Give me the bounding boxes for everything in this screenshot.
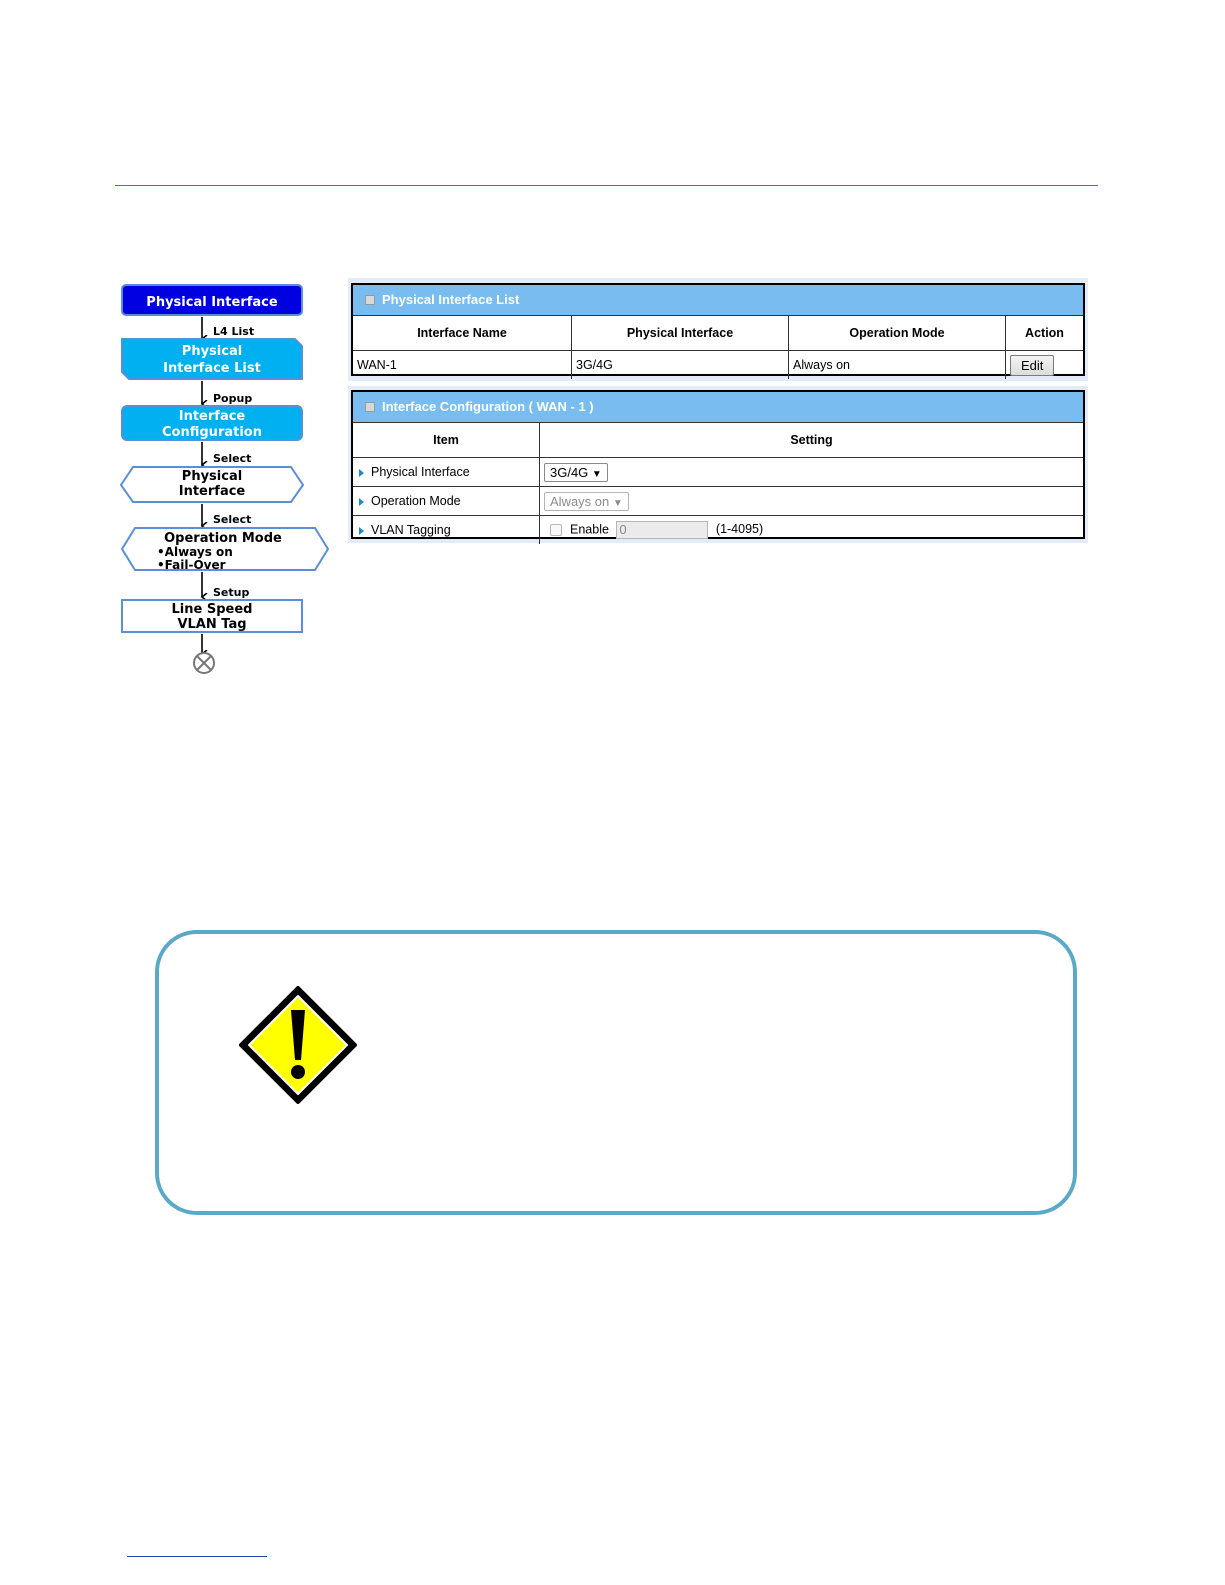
svg-text:Operation Mode: Operation Mode <box>164 531 282 546</box>
vlan-range-hint: (1-4095) <box>715 522 764 537</box>
setting-cell <box>540 487 1084 516</box>
table-header: Setting <box>540 423 1084 458</box>
item-label: Physical Interface <box>371 465 470 479</box>
table-header-row <box>353 316 1083 351</box>
action-cell <box>1006 351 1084 380</box>
item-label: VLAN Tagging <box>371 523 451 537</box>
physical-interface-cell: 3G/4G <box>572 351 789 380</box>
svg-text:Select: Select <box>213 513 252 526</box>
vlan-id-input[interactable]: 0 <box>616 521 708 539</box>
svg-text:Physical: Physical <box>181 344 243 359</box>
table-header: Interface Name <box>353 316 572 351</box>
select-value: Always on <box>550 493 610 509</box>
config-panel-wrap <box>348 386 1088 543</box>
svg-text:Interface List: Interface List <box>163 361 261 376</box>
chevron-down-icon: ▼ <box>591 468 602 480</box>
physical-interface-select[interactable] <box>544 463 608 482</box>
svg-text:Interface: Interface <box>178 484 246 499</box>
list-panel-wrap <box>348 278 1088 381</box>
panel-title: Physical Interface List <box>382 292 520 307</box>
flow-node-text: Physical Interface <box>146 295 278 310</box>
svg-text:Select: Select <box>213 452 252 465</box>
config-table <box>353 422 1083 544</box>
chevron-down-icon: ▼ <box>612 497 623 509</box>
svg-text:Popup: Popup <box>213 392 253 405</box>
panel-header <box>353 392 1083 422</box>
vlan-enable-checkbox[interactable] <box>550 524 562 536</box>
operation-mode-select[interactable] <box>544 492 629 511</box>
caret-right-icon <box>359 527 364 535</box>
svg-text:Line Speed: Line Speed <box>171 602 253 617</box>
select-value: 3G/4G <box>550 464 589 480</box>
svg-text:VLAN Tag: VLAN Tag <box>177 617 247 632</box>
table-header: Operation Mode <box>789 316 1006 351</box>
panel-header-icon <box>365 295 375 305</box>
svg-text:•Fail-Over: •Fail-Over <box>157 558 226 572</box>
footer-link-underline <box>127 1556 267 1557</box>
svg-text:Physical: Physical <box>181 469 243 484</box>
item-cell <box>353 458 540 487</box>
table-row <box>353 458 1083 487</box>
item-label: Operation Mode <box>371 494 461 508</box>
flow-end-icon <box>194 653 214 673</box>
item-cell <box>353 487 540 516</box>
table-row <box>353 487 1083 516</box>
setting-cell <box>540 516 1084 545</box>
physical-interface-list-panel <box>351 283 1085 376</box>
panel-header <box>353 285 1083 315</box>
panel-header-icon <box>365 402 375 412</box>
caret-right-icon <box>359 469 364 477</box>
operation-mode-cell: Always on <box>789 351 1006 380</box>
warning-icon <box>237 984 359 1111</box>
vlan-enable-label: Enable <box>570 522 609 537</box>
flow-edge-label: L4 List <box>213 325 255 338</box>
svg-text:•Always on: •Always on <box>157 545 233 559</box>
setting-cell <box>540 458 1084 487</box>
item-cell <box>353 516 540 545</box>
table-row <box>353 516 1083 545</box>
table-header: Physical Interface <box>572 316 789 351</box>
edit-button[interactable]: Edit <box>1010 355 1054 376</box>
svg-text:Setup: Setup <box>213 586 250 599</box>
caret-right-icon <box>359 498 364 506</box>
table-header-row <box>353 423 1083 458</box>
warning-box <box>155 930 1077 1215</box>
panel-title: Interface Configuration ( WAN - 1 ) <box>382 399 594 414</box>
table-header: Action <box>1006 316 1084 351</box>
flowchart <box>115 280 335 680</box>
header-rule <box>115 185 1098 186</box>
interface-table <box>353 315 1083 379</box>
table-row <box>353 351 1083 380</box>
interface-configuration-panel <box>351 390 1085 539</box>
interface-name-cell: WAN-1 <box>353 351 572 380</box>
svg-text:Interface: Interface <box>178 409 246 424</box>
table-header: Item <box>353 423 540 458</box>
svg-text:Configuration: Configuration <box>162 425 262 440</box>
